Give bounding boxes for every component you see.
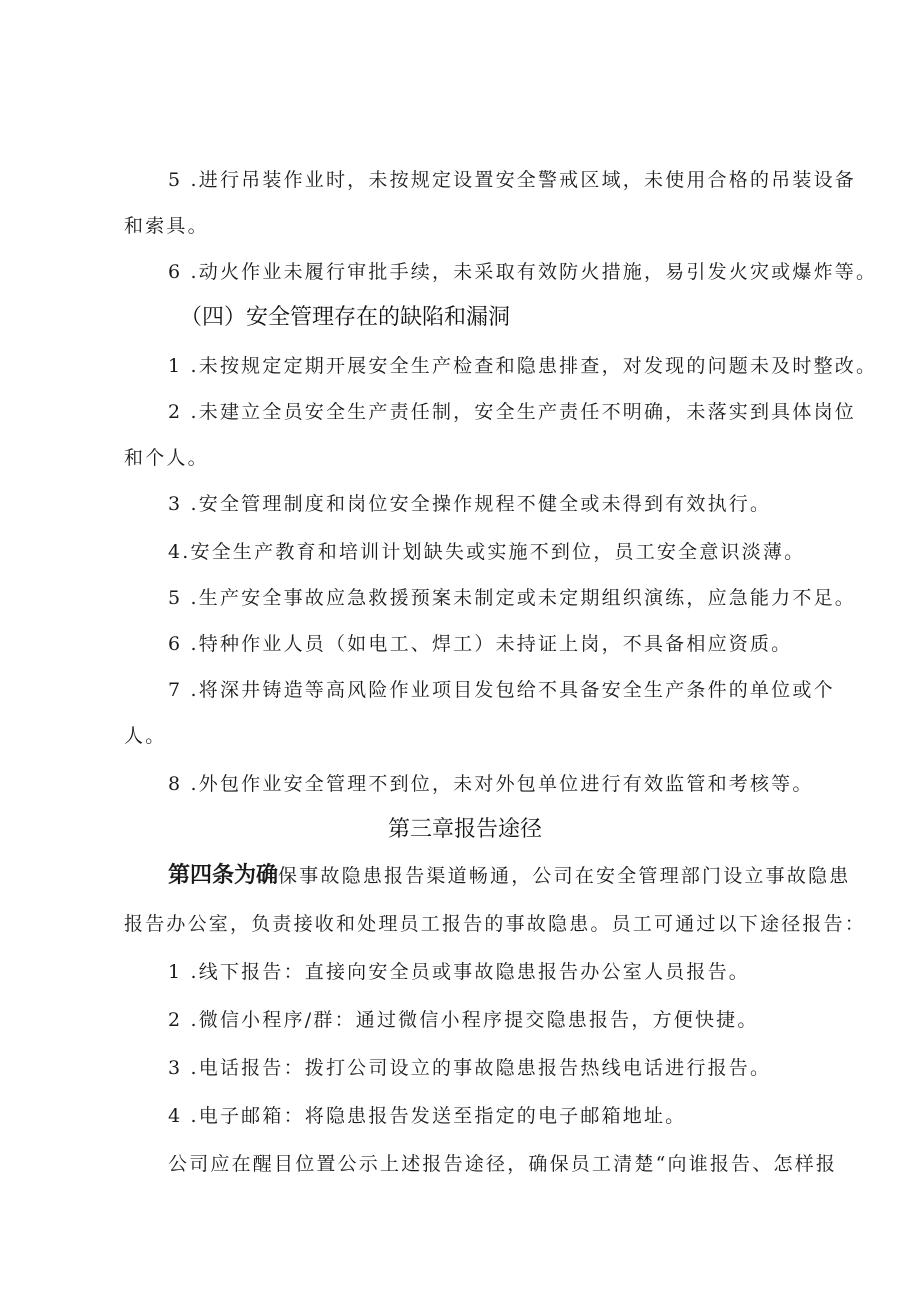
management-item3: 3 .安全管理制度和岗位安全操作规程不健全或未得到有效执行。 xyxy=(168,493,772,515)
management-item2-line1: 2 .未建立全员安全生产责任制，安全生产责任不明确，未落实到具体岗位 xyxy=(168,401,856,423)
management-item4: 4.安全生产教育和培训计划缺失或实施不到位，员工安全意识淡薄。 xyxy=(168,541,806,563)
article4-line1-text: 保事故隐患报告渠道畅通，公司在安全管理部门设立事故隐患 xyxy=(278,865,851,887)
management-item7-line2: 人。 xyxy=(124,725,167,747)
paragraph-item5-line2: 和索具。 xyxy=(124,215,209,237)
management-item6: 6 .特种作业人员（如电工、焊工）未持证上岗，不具备相应资质。 xyxy=(168,633,793,655)
closing-paragraph: 公司应在醒目位置公示上述报告途径，确保员工清楚“向谁报告、怎样报 xyxy=(168,1153,838,1175)
management-item7-line1: 7 .将深井铸造等高风险作业项目发包给不具备安全生产条件的单位或个 xyxy=(168,679,835,701)
route-item1: 1 .线下报告：直接向安全员或事故隐患报告办公室人员报告。 xyxy=(168,961,750,983)
management-item1: 1 .未按规定定期开展安全生产检查和隐患排查，对发现的问题未及时整改。 xyxy=(168,355,878,377)
route-item2: 2 .微信小程序/群：通过微信小程序提交隐患报告，方便快捷。 xyxy=(168,1009,759,1031)
paragraph-item5-line1: 5 .进行吊装作业时，未按规定设置安全警戒区域，未使用合格的吊装设备 xyxy=(168,169,856,191)
article4-line1 xyxy=(168,862,850,890)
article4-lead: 第四条为确 xyxy=(168,863,279,888)
chapter-title: 第三章报告途径 xyxy=(388,817,543,842)
section-heading-management: （四）安全管理存在的缺陷和漏洞 xyxy=(180,305,511,330)
management-item8: 8 .外包作业安全管理不到位，未对外包单位进行有效监管和考核等。 xyxy=(168,773,814,795)
management-item5: 5 .生产安全事故应急救援预案未制定或未定期组织演练，应急能力不足。 xyxy=(168,587,856,609)
route-item3: 3 .电话报告：拨打公司设立的事故隐患报告热线电话进行报告。 xyxy=(168,1057,772,1079)
management-item2-line2: 和个人。 xyxy=(124,447,209,469)
paragraph-item6: 6 .动火作业未履行审批手续，未采取有效防火措施，易引发火灾或爆炸等。 xyxy=(168,261,878,283)
article4-line2: 报告办公室，负责接收和处理员工报告的事故隐患。员工可通过以下途径报告： xyxy=(124,913,867,935)
route-item4: 4 .电子邮箱：将隐患报告发送至指定的电子邮箱地址。 xyxy=(168,1105,687,1127)
